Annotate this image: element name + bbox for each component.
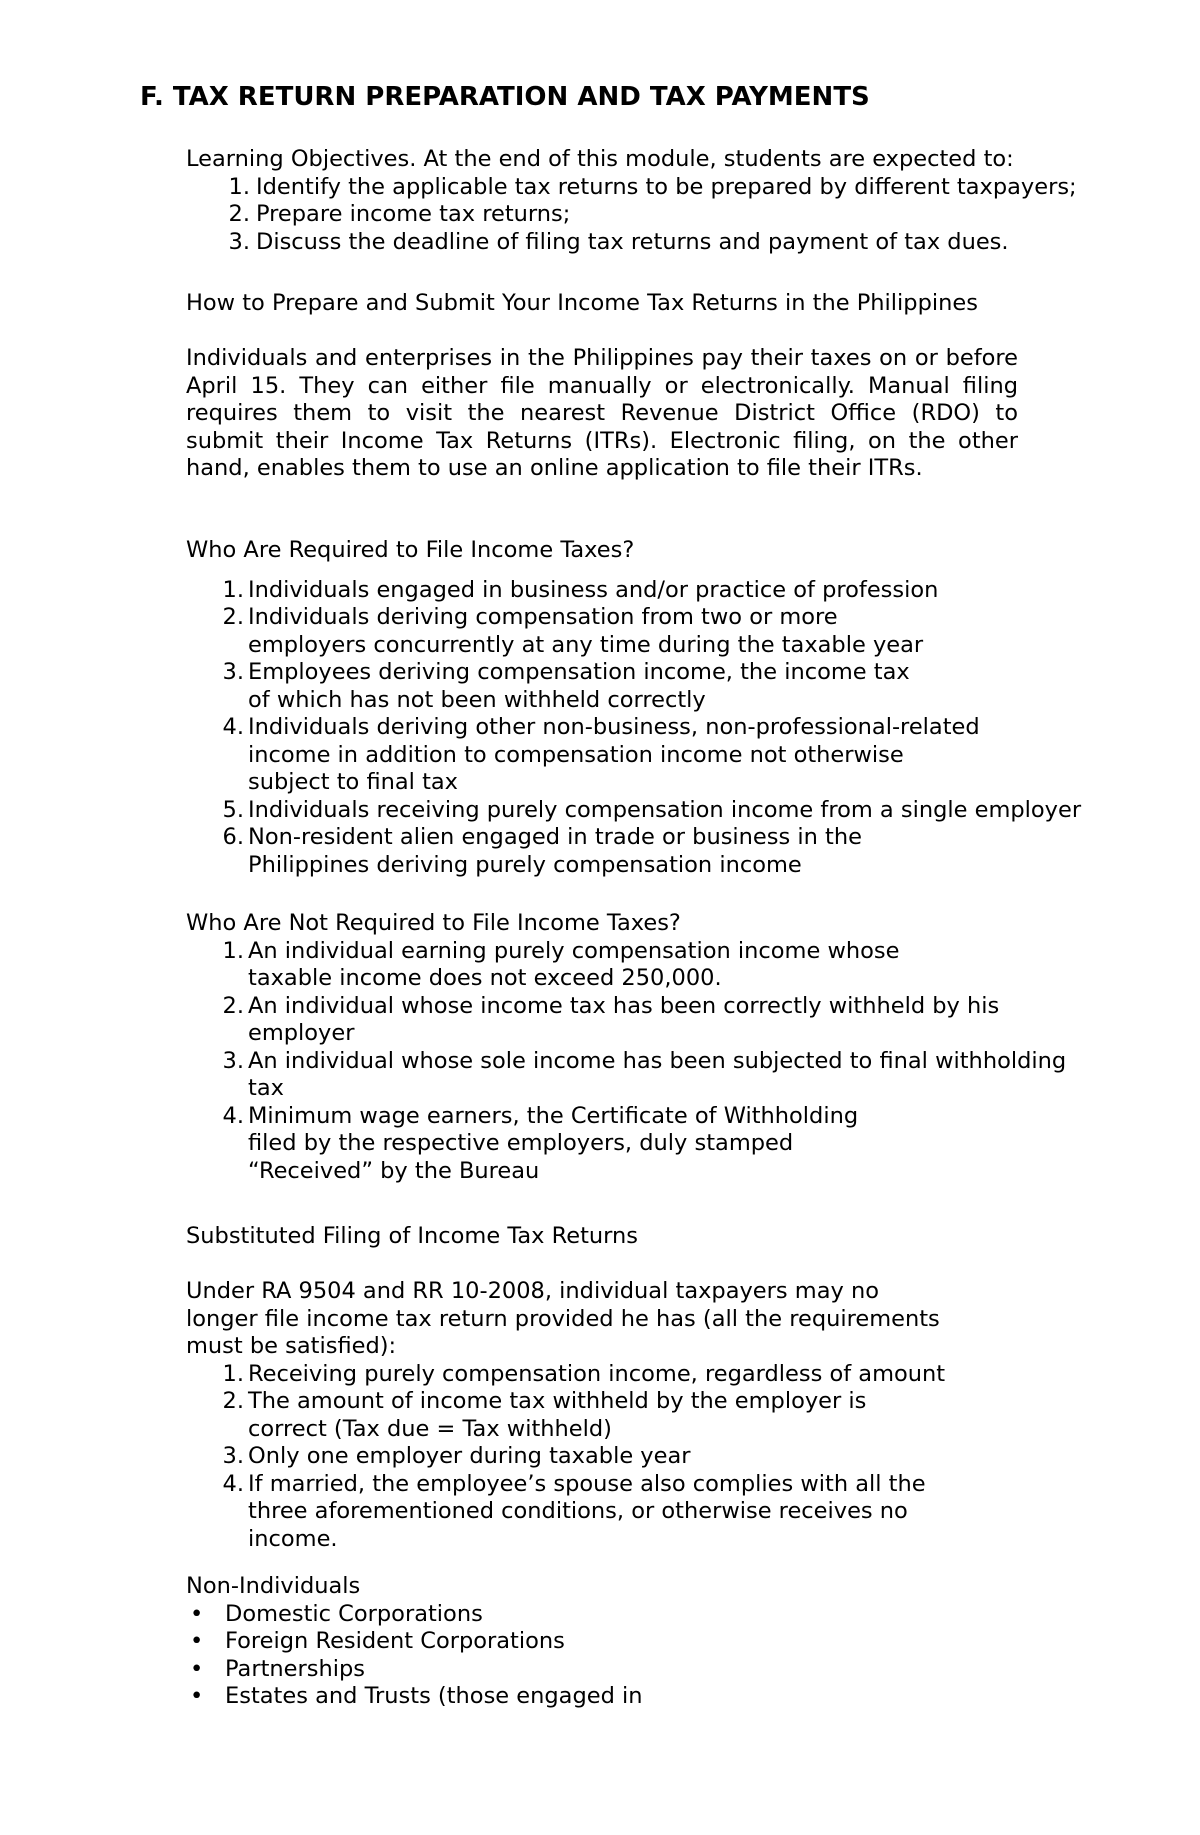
non-individuals-list <box>186 1601 643 1711</box>
list-item: 2. An individual whose income tax has been correctly withheld by his employer <box>222 992 1000 1046</box>
list-item: 1. Identify the applicable tax returns to be prepared by different taxpayers; <box>228 173 1077 200</box>
how-to-paragraph: Individuals and enterprises in the Philippines pay their taxes on or before April 15. They can either file manually or electronically. Manual filing requires them to visit the nearest Revenue District Office (RDO) to submit their Income Tax Returns (ITRs). Electronic filing, on the other hand, enables them to use an online application to file their ITRs. <box>186 345 1018 481</box>
required-section <box>186 537 1081 879</box>
list-item: 3. An individual whose sole income has been subjected to final withholding tax <box>222 1047 1067 1101</box>
substituted-filing-section <box>186 1223 945 1553</box>
substituted-intro-line: longer file income tax return provided he has (all the requirements <box>186 1305 940 1332</box>
list-item: 3. Discuss the deadline of filing tax returns and payment of tax dues. <box>228 228 1009 255</box>
list-item: 1. Individuals engaged in business and/or practice of profession <box>222 576 939 603</box>
list-item: 1. An individual earning purely compensation income whose taxable income does not exceed 250,000. <box>222 937 900 991</box>
list-item: 4. Individuals deriving other non-business, non-professional-related income in addition to compensation income not otherwise subject to final tax <box>222 714 980 795</box>
learning-objectives-section <box>186 146 1077 256</box>
non-individuals-section <box>186 1573 643 1711</box>
bullet-icon: • <box>190 1683 204 1709</box>
list-item: 4. Minimum wage earners, the Certificate of Withholding filed by the respective employers, duly stamped “Received” by the Bureau <box>222 1102 859 1184</box>
page-title: F. TAX RETURN PREPARATION AND TAX PAYMENTS <box>140 82 870 112</box>
list-item: 2. The amount of income tax withheld by the employer is correct (Tax due = Tax withheld) <box>222 1388 867 1442</box>
list-item: 5. Individuals receiving purely compensation income from a single employer <box>222 796 1082 823</box>
not-required-list <box>186 938 1066 1186</box>
substituted-list <box>186 1361 945 1554</box>
substituted-intro-line: must be satisfied): <box>186 1333 397 1359</box>
list-item: 3. Only one employer during taxable year <box>222 1443 691 1469</box>
bullet-icon: • <box>190 1600 204 1627</box>
how-to-section <box>186 290 1018 483</box>
list-item: • Domestic Corporations <box>190 1600 483 1627</box>
list-item: 4. If married, the employee’s spouse also complies with all the three aforementioned conditions, or otherwise receives no income. <box>222 1470 926 1552</box>
required-list <box>186 577 1081 880</box>
list-item: 3. Employees deriving compensation income, the income tax of which has not been withheld correctly <box>222 659 910 713</box>
how-to-heading: How to Prepare and Submit Your Income Tax Returns in the Philippines <box>186 290 978 316</box>
list-item: 1. Receiving purely compensation income, regardless of amount <box>222 1360 946 1387</box>
not-required-heading: Who Are Not Required to File Income Taxes? <box>186 910 681 936</box>
list-item: 2. Individuals deriving compensation from two or more employers concurrently at any time during the taxable year <box>222 604 924 658</box>
list-item: • Partnerships <box>190 1655 366 1682</box>
list-item: • Foreign Resident Corporations <box>190 1628 565 1654</box>
substituted-heading: Substituted Filing of Income Tax Returns <box>186 1223 638 1249</box>
learning-objectives-list <box>186 174 1077 257</box>
required-heading: Who Are Required to File Income Taxes? <box>186 537 635 563</box>
substituted-intro-line: Under RA 9504 and RR 10-2008, individual taxpayers may no <box>186 1278 879 1304</box>
non-individuals-heading: Non-Individuals <box>186 1573 361 1599</box>
bullet-icon: • <box>190 1628 204 1654</box>
list-item: • Estates and Trusts (those engaged in <box>190 1683 643 1709</box>
list-item: 6. Non-resident alien engaged in trade or business in the Philippines deriving purely compensation income <box>222 824 862 878</box>
bullet-icon: • <box>190 1655 204 1682</box>
learning-objectives-intro: Learning Objectives. At the end of this module, students are expected to: <box>186 146 1014 172</box>
not-required-section <box>186 910 1066 1185</box>
list-item: 2. Prepare income tax returns; <box>228 201 571 227</box>
